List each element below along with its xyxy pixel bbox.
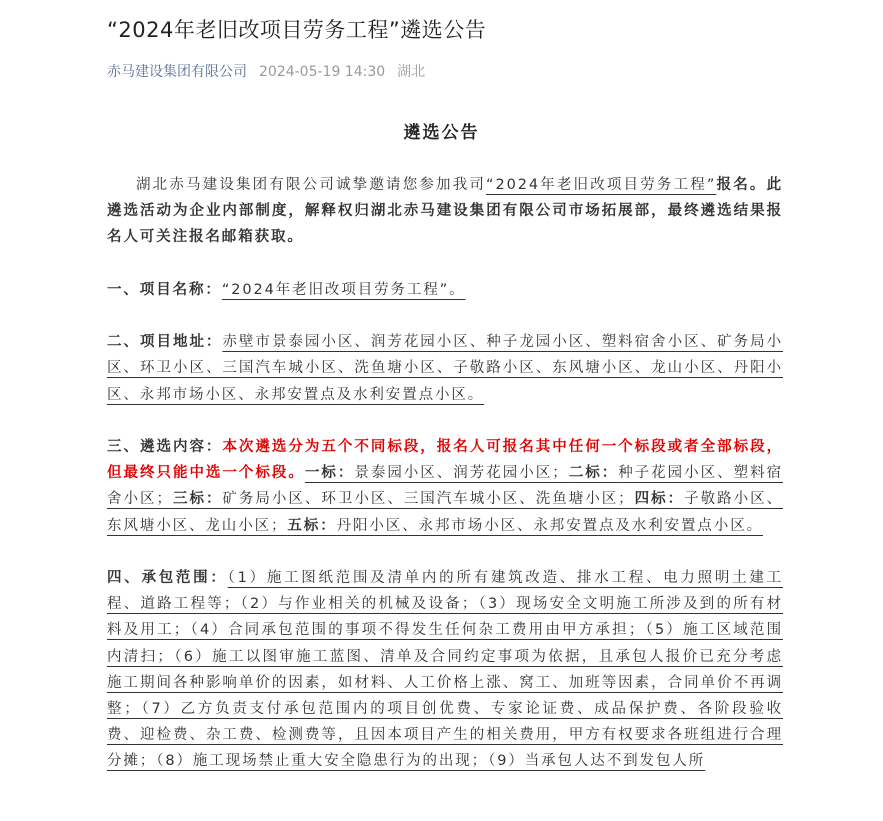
article-meta	[107, 61, 425, 81]
lot-2-label: 二标：	[568, 465, 619, 482]
intro-project-name: “2024年老旧改项目劳务工程”	[486, 177, 717, 193]
section-1-text: “2024年老旧改项目劳务工程”。	[221, 281, 466, 298]
lot-5-label: 五标：	[287, 517, 337, 534]
lot-3-label: 三标：	[172, 491, 223, 508]
intro-paragraph	[107, 172, 783, 251]
spacer	[107, 251, 783, 277]
section-3-label: 三、遴选内容：	[107, 439, 223, 456]
section-4-text: （1）施工图纸范围及清单内的所有建筑改造、排水工程、电力照明土建工程、道路工程等；（2）与作业相关的机械及设备；（3）现场安全文明施工所涉及到的所有材料及用工；（4）合同承包范围的事项不得发生任何杂工费用由甲方承担；（5）施工区域范围内清扫；（6）施工以图审施工蓝图、清单及合同约定事项为依据，且承包人报价已充分考虑施工期间各种影响单价的因素，如材料、人工价格上涨、窝工、加班等因素，合同单价不再调整；（7）乙方负责支付承包范围内的项目创优费、专家论证费、成品保护费、各阶段验收费、迎检费、杂工费、检测费等，且因本项目产生的相关费用，甲方有权要求各班组进行合理分摊；（8）施工现场禁止重大安全隐患行为的出现；（9）当承包人达不到发包人所	[107, 570, 783, 770]
lot-4-text: 子敬路小区、东风塘小区、龙山小区；	[107, 491, 784, 534]
lot-5-text: 丹阳小区、永邦市场小区、永邦安置点及水利安置点小区。	[336, 517, 764, 534]
section-selection-content	[107, 434, 783, 539]
section-project-address	[107, 329, 783, 408]
lot-3-text: 矿务局小区、环卫小区、三国汽车城小区、洗鱼塘小区；	[222, 491, 635, 508]
lot-1-label: 一标：	[304, 465, 355, 482]
section-3-red-text: 本次遴选分为五个不同标段，报名人可报名其中任何一个标段或者全部标段，但最终只能中选一个标段。	[107, 439, 783, 482]
spacer	[107, 539, 783, 565]
publish-location: 湖北	[397, 64, 426, 80]
section-2-label: 二、项目地址：	[107, 334, 223, 351]
section-project-name	[107, 277, 783, 303]
intro-text-a: 湖北赤马建设集团有限公司诚挚邀请您参加我司	[136, 177, 487, 193]
article-body	[107, 172, 783, 775]
lot-4-label: 四标：	[634, 491, 685, 508]
spacer	[107, 303, 783, 329]
publish-date: 2024-05-19 14:30	[259, 64, 386, 80]
notice-heading: 遴选公告	[403, 123, 480, 143]
intro-text-c: 报名。此遴选活动为企业内部制度，解释权归湖北赤马建设集团有限公司市场拓展部，最终遴选结果报名人可关注报名邮箱获取。	[107, 177, 783, 246]
section-contract-scope	[107, 565, 783, 775]
spacer	[107, 408, 783, 434]
section-2-text: 赤壁市景泰园小区、润芳花园小区、种子龙园小区、塑料宿舍小区、矿务局小区、环卫小区、三国汽车城小区、洗鱼塘小区、子敬路小区、东风塘小区、龙山小区、丹阳小区、永邦市场小区、永邦安置点及水利安置点小区。	[107, 334, 783, 403]
article-title: “2024年老旧改项目劳务工程”遴选公告	[107, 18, 487, 42]
section-4-label: 四、承包范围：	[107, 570, 228, 587]
lot-2-text: 种子花园小区、塑料宿舍小区；	[107, 465, 783, 508]
section-1-label: 一、项目名称：	[107, 281, 222, 298]
author-link[interactable]: 赤马建设集团有限公司	[107, 64, 247, 80]
lot-1-text: 景泰园小区、润芳花园小区；	[354, 465, 569, 482]
